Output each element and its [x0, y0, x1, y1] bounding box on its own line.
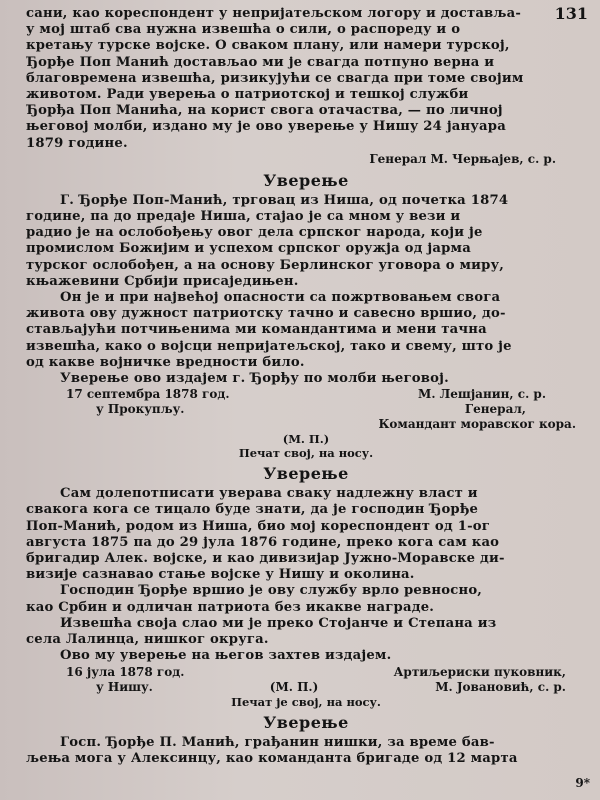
text-line: Сам долепотписати уверава сваку надлежну власт и	[60, 486, 478, 502]
text-line: села Лалинца, нишког округа.	[26, 632, 269, 648]
place: у Нишу.	[96, 679, 153, 694]
text-line: августа 1875 па до 29 јула 1876 године, преко кога сам као	[26, 534, 500, 550]
text-line: Поп-Манић, родом из Ниша, био мој кореспондент од 1-ог	[26, 518, 491, 534]
text-line: Уверење ово издајем г. Ђорђу по молби његовој.	[60, 371, 449, 387]
seal: (М. П.)	[269, 679, 319, 694]
text-line: извешћа, како о војсци непријатељској, тако и свему, што је	[26, 338, 512, 354]
text-line: живота ову дужност патриотску тачно и савесно вршио, до-	[26, 306, 506, 322]
place-rank-row	[26, 402, 586, 417]
date-rank-row	[26, 665, 586, 680]
text-line: благовремена извешћа, ризикујући се свагда при томе својим	[26, 70, 524, 86]
text-line: Господин Ђорђе вршио је ову службу врло ревносно,	[60, 583, 483, 599]
text-line: Ђорђа Поп Манића, на корист свога отачаства, — по личној	[26, 103, 503, 119]
seal: (М. П.)	[282, 432, 330, 447]
signature-rank: Артиљериски пуковник,	[393, 664, 566, 679]
text-line: радио је на ослобођењу овог дела српског народа, који је	[26, 225, 483, 241]
text-line: бригадир Алек. војске, и као дивизијар Јужно-Моравске ди-	[26, 551, 505, 567]
signature-name: М. Лешјанин, с. р.	[418, 387, 546, 402]
text-line: визије сазнавао стање војске у Нишу и околина.	[26, 567, 415, 583]
text-line: Он је и при највећој опасности са пожртвовањем свога	[60, 290, 501, 306]
text-line: стављајући потчињенима ми командантима и мени тачна	[26, 322, 487, 338]
section-2	[26, 170, 586, 460]
text-line: турског ослобођен, а на основу Берлинског уговора о миру,	[26, 257, 505, 273]
text-line: сани, као кореспондент у непријатељском логору и доставља-	[26, 6, 522, 21]
page-number: 131	[554, 4, 588, 23]
text-line: Г. Ђорђе Поп-Манић, трговац из Ниша, од почетка 1874	[60, 192, 509, 208]
signature-mark: 9*	[575, 776, 590, 790]
text-line: свакога кога се тицало буде знати, да је господин Ђорђе	[26, 502, 479, 518]
text-line: године, па до предаје Ниша, стајао је са мном у вези и	[26, 209, 461, 225]
section-heading: Уверење	[263, 170, 349, 190]
text-line: Ово му уверење на његов захтев издајем.	[60, 648, 392, 664]
signature-rank: Генерал,	[464, 402, 526, 417]
section-1	[26, 6, 586, 167]
text-line: Извешћа своја слао ми је преко Стојанче и Степана из	[60, 615, 497, 631]
text-line: животом. Ради уверења о патриотској и тешкој служби	[26, 87, 469, 103]
text-line: као Србин и одличан патриота без икакве награде.	[26, 599, 435, 615]
text-line: кретању турске војске. О сваком плану, или намери турској,	[26, 38, 510, 54]
section-4	[26, 712, 586, 767]
section-heading: Уверење	[263, 712, 349, 732]
signature-name: М. Јовановић, с. р.	[435, 679, 566, 694]
text-line: књажевини Србији присаједињен.	[26, 273, 299, 289]
text-line: његовој молби, издано му је ово уверење у Нишу 24 јануара	[26, 119, 506, 135]
text-line: љења мога у Алексинцу, као команданта бригаде од 12 марта	[26, 750, 518, 766]
seal-note: Печат свој, на носу.	[238, 446, 374, 461]
text-line: 1879 године.	[26, 135, 128, 151]
seal-note: Печат је свој, на носу.	[231, 694, 381, 709]
date-signature-row	[26, 387, 586, 402]
place: у Прокупљу.	[96, 402, 185, 417]
place-seal-row	[26, 680, 586, 695]
text-line: у мој штаб сва нужна извешћа о сили, о распореду и о	[26, 22, 461, 38]
date: 16 јула 1878 год.	[66, 664, 185, 679]
signature: Генерал М. Черњајев, с. р.	[369, 151, 556, 166]
signature-title: Командант моравског кора.	[378, 417, 576, 432]
section-3	[26, 463, 586, 708]
text-line: од какве војничке вредности било.	[26, 354, 305, 370]
text-line: Ђорђе Поп Манић достављао ми је свагда потпуно верна и	[26, 54, 495, 70]
text-line: Госп. Ђорђе П. Манић, грађанин нишки, за време бав-	[60, 734, 495, 750]
date: 17 септембра 1878 год.	[66, 387, 230, 402]
text-line: промислом Божијим и успехом српског оружја од јарма	[26, 241, 471, 257]
section-heading: Уверење	[263, 464, 349, 484]
